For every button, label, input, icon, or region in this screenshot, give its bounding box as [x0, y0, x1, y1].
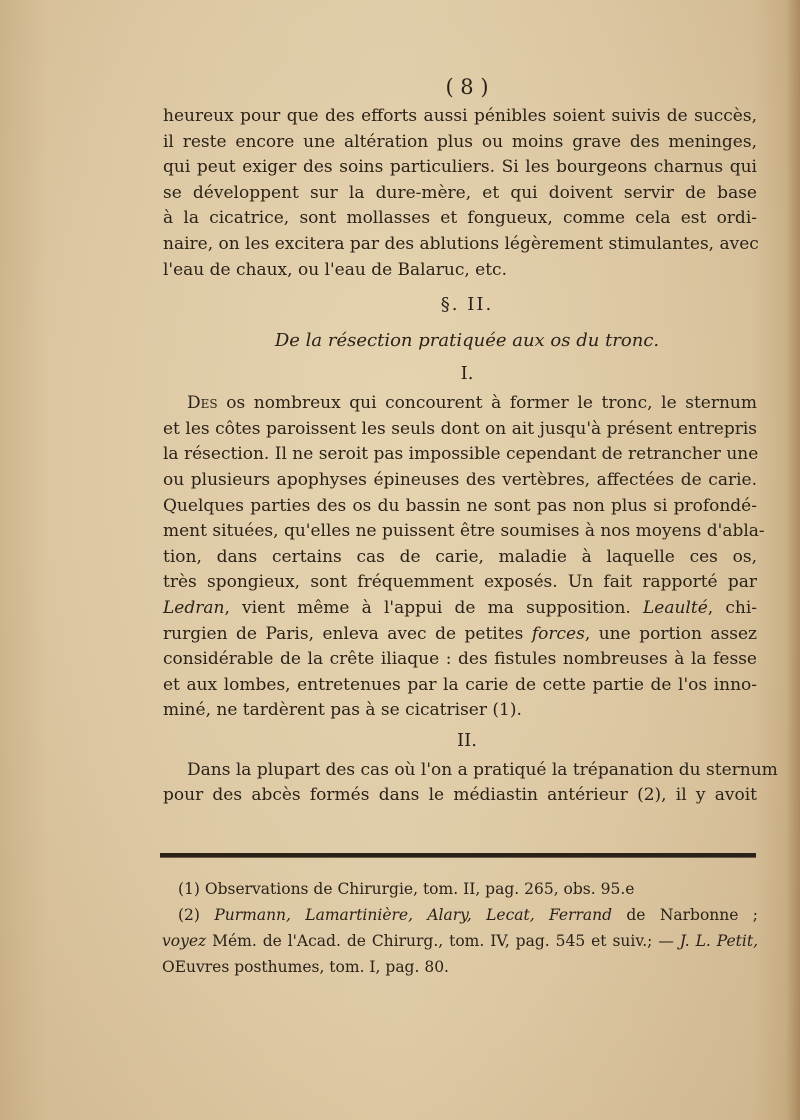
main-text — [163, 70, 778, 809]
paragraph-subsection-1 — [163, 391, 765, 724]
text-span: de Narbonne ; — [612, 906, 758, 924]
footnotes — [162, 876, 758, 980]
text-span: Mém. de l'Acad. de Chirurg., tom. IV, pag. 545 et suiv.; — — [206, 932, 680, 950]
text-line: ment situées, qu'elles ne puissent être soumises à nos moyens d'abla- — [163, 521, 765, 542]
text-span: os nombreux qui concourent à former le tronc, le sternum — [217, 393, 757, 414]
text-line: qui peut exiger des soins particuliers. Si les bourgeons charnus qui — [163, 157, 757, 178]
paragraph-subsection-2 — [163, 758, 778, 809]
text-line: l'eau de chaux, ou l'eau de Balaruc, etc. — [163, 259, 507, 280]
text-line: ou plusieurs apophyses épineuses des vertèbres, affectées de carie. — [163, 469, 757, 490]
text-line: pour des abcès formés dans le médiastin antérieur (2), il y avoit — [163, 785, 757, 806]
text-line: il reste encore une altération plus ou moins grave des meninges, — [163, 131, 757, 152]
drop-word: Des — [187, 393, 218, 414]
subsection-heading-1: I. — [460, 363, 474, 385]
text-line: et les côtes paroissent les seuls dont on ait jusqu'à présent entrepris — [163, 418, 757, 439]
text-line: miné, ne tardèrent pas à se cicatriser (1). — [163, 700, 522, 721]
text-line: Quelques parties des os du bassin ne sont pas non plus si profondé- — [163, 495, 757, 516]
text-span: , une portion assez — [584, 623, 758, 644]
voyez-word: voyez — [162, 932, 207, 950]
text-line — [163, 596, 757, 622]
text-span: rurgien de Paris, enleva avec de petites — [163, 623, 532, 644]
text-line — [163, 622, 757, 648]
author-name: Ledran — [163, 597, 225, 618]
text-line: très spongieux, sont fréquemment exposés. Un fait rapporté par — [163, 572, 757, 593]
footnote-number: (2) — [178, 906, 215, 924]
text-span: , chi- — [707, 597, 758, 618]
footnote-2-line-3: OEuvres posthumes, tom. I, pag. 80. — [162, 958, 449, 976]
section-number: §. II. — [440, 294, 494, 316]
italic-term: forces — [531, 623, 585, 644]
footnote-1: (1) Observations de Chirurgie, tom. II, pag. 265, obs. 95.e — [178, 880, 635, 898]
text-line: considérable de la crête iliaque : des fistules nombreuses à la fesse — [163, 649, 757, 670]
page-number: ( 8 ) — [445, 75, 489, 99]
text-line: à la cicatrice, sont mollasses et fongueux, comme cela est ordi- — [163, 208, 757, 229]
text-span: , vient même à l'appui de ma supposition. — [224, 597, 643, 618]
text-line — [163, 391, 757, 417]
text-line: heureux pour que des efforts aussi pénibles soient suivis de succès, — [163, 106, 757, 126]
text-line: Dans la plupart des cas où l'on a pratiqué la trépanation du sternum — [187, 759, 778, 780]
author-name: J. L. Petit, — [679, 932, 758, 950]
author-names: Purmann, Lamartinière, Alary, Lecat, Ferrand — [214, 906, 613, 924]
paragraph-continuation — [163, 104, 757, 283]
section-title: De la résection pratiquée aux os du tronc. — [274, 330, 660, 352]
footnote-2-line-2 — [162, 928, 758, 954]
text-line: se développent sur la dure-mère, et qui doivent servir de base — [163, 182, 757, 203]
page-edge-shadow — [786, 0, 800, 1120]
text-line: naire, on les excitera par des ablutions légèrement stimulantes, avec — [163, 233, 759, 254]
footnote-rule — [160, 853, 756, 858]
text-line: tion, dans certains cas de carie, maladie à laquelle ces os, — [163, 546, 757, 567]
text-line: la résection. Il ne seroit pas impossible cependant de retrancher une — [163, 444, 759, 465]
footnote-2-line-1 — [178, 902, 758, 928]
subsection-heading-2: II. — [457, 729, 477, 751]
text-line: et aux lombes, entretenues par la carie de cette partie de l'os inno- — [163, 674, 757, 695]
author-name: Leaulté — [643, 597, 708, 618]
